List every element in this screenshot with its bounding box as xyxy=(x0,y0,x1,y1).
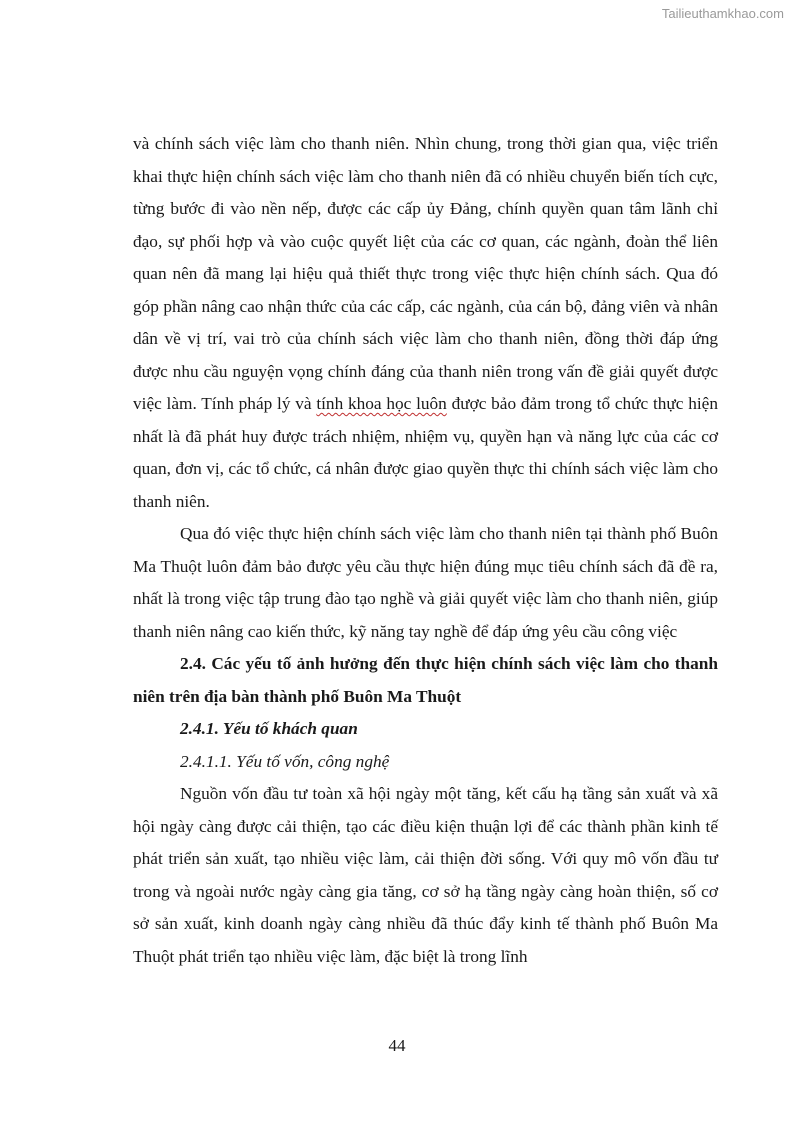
paragraph-text: và chính sách việc làm cho thanh niên. Nhìn chung, trong thời gian qua, việc triển khai thực hiện chính sách việc làm cho thanh niên đã có nhiều chuyển biến tích cực, từng bước đi vào nền nếp, được các cấp ủy Đảng, chính quyền quan tâm lãnh chỉ đạo, sự phối hợp và vào cuộc quyết liệt của các cơ quan, các ngành, đoàn thể liên quan nên đã mang lại hiệu quả thiết thực trong việc thực hiện chính sách. Qua đó góp phần nâng cao nhận thức của các cấp, các ngành, của cán bộ, đảng viên và nhân dân về vị trí, vai trò của chính sách việc làm cho thanh niên, đồng thời đáp ứng được nhu cầu nguyện vọng chính đáng của thanh niên trong vấn đề giải quyết được việc làm. Tính pháp lý và xyxy=(133,134,718,413)
spellcheck-underlined-text: tính khoa học luôn xyxy=(316,394,447,413)
paragraph-continuation xyxy=(133,128,718,518)
subsection-heading: 2.4.1. Yếu tố khách quan xyxy=(180,719,358,738)
paragraph-text: được bảo đảm trong tổ chức thực hiện nhất là đã phát huy được trách nhiệm, nhiệm vụ, quyền hạn và năng lực của các cơ quan, đơn vị, các tổ chức, cá nhân được giao quyền thực thi chính sách việc làm cho thanh niên. xyxy=(133,394,718,511)
page-number: 44 xyxy=(388,1036,406,1055)
page-content xyxy=(133,128,718,973)
paragraph: Nguồn vốn đầu tư toàn xã hội ngày một tăng, kết cấu hạ tầng sản xuất và xã hội ngày càng được cải thiện, tạo các điều kiện thuận lợi để các thành phần kinh tế phát triển sản xuất, tạo nhiều việc làm, cải thiện đời sống. Với quy mô vốn đầu tư trong và ngoài nước ngày càng gia tăng, cơ sở hạ tầng ngày càng hoàn thiện, số cơ sở sản xuất, kinh doanh ngày càng nhiều đã thúc đẩy kinh tế thành phố Buôn Ma Thuột phát triển tạo nhiều việc làm, đặc biệt là trong lĩnh xyxy=(133,784,718,966)
paragraph: Qua đó việc thực hiện chính sách việc làm cho thanh niên tại thành phố Buôn Ma Thuột luôn đảm bảo được yêu cầu thực hiện đúng mục tiêu chính sách đã đề ra, nhất là trong việc tập trung đào tạo nghề và giải quyết việc làm cho thanh niên, giúp thanh niên nâng cao kiến thức, kỹ năng tay nghề để đáp ứng yêu cầu công việc xyxy=(133,524,718,641)
section-heading: 2.4. Các yếu tố ảnh hưởng đến thực hiện chính sách việc làm cho thanh niên trên địa bàn thành phố Buôn Ma Thuột xyxy=(133,654,718,706)
subsubsection-heading: 2.4.1.1. Yếu tố vốn, công nghệ xyxy=(180,751,390,771)
watermark-text: Tailieuthamkhao.com xyxy=(661,6,784,21)
